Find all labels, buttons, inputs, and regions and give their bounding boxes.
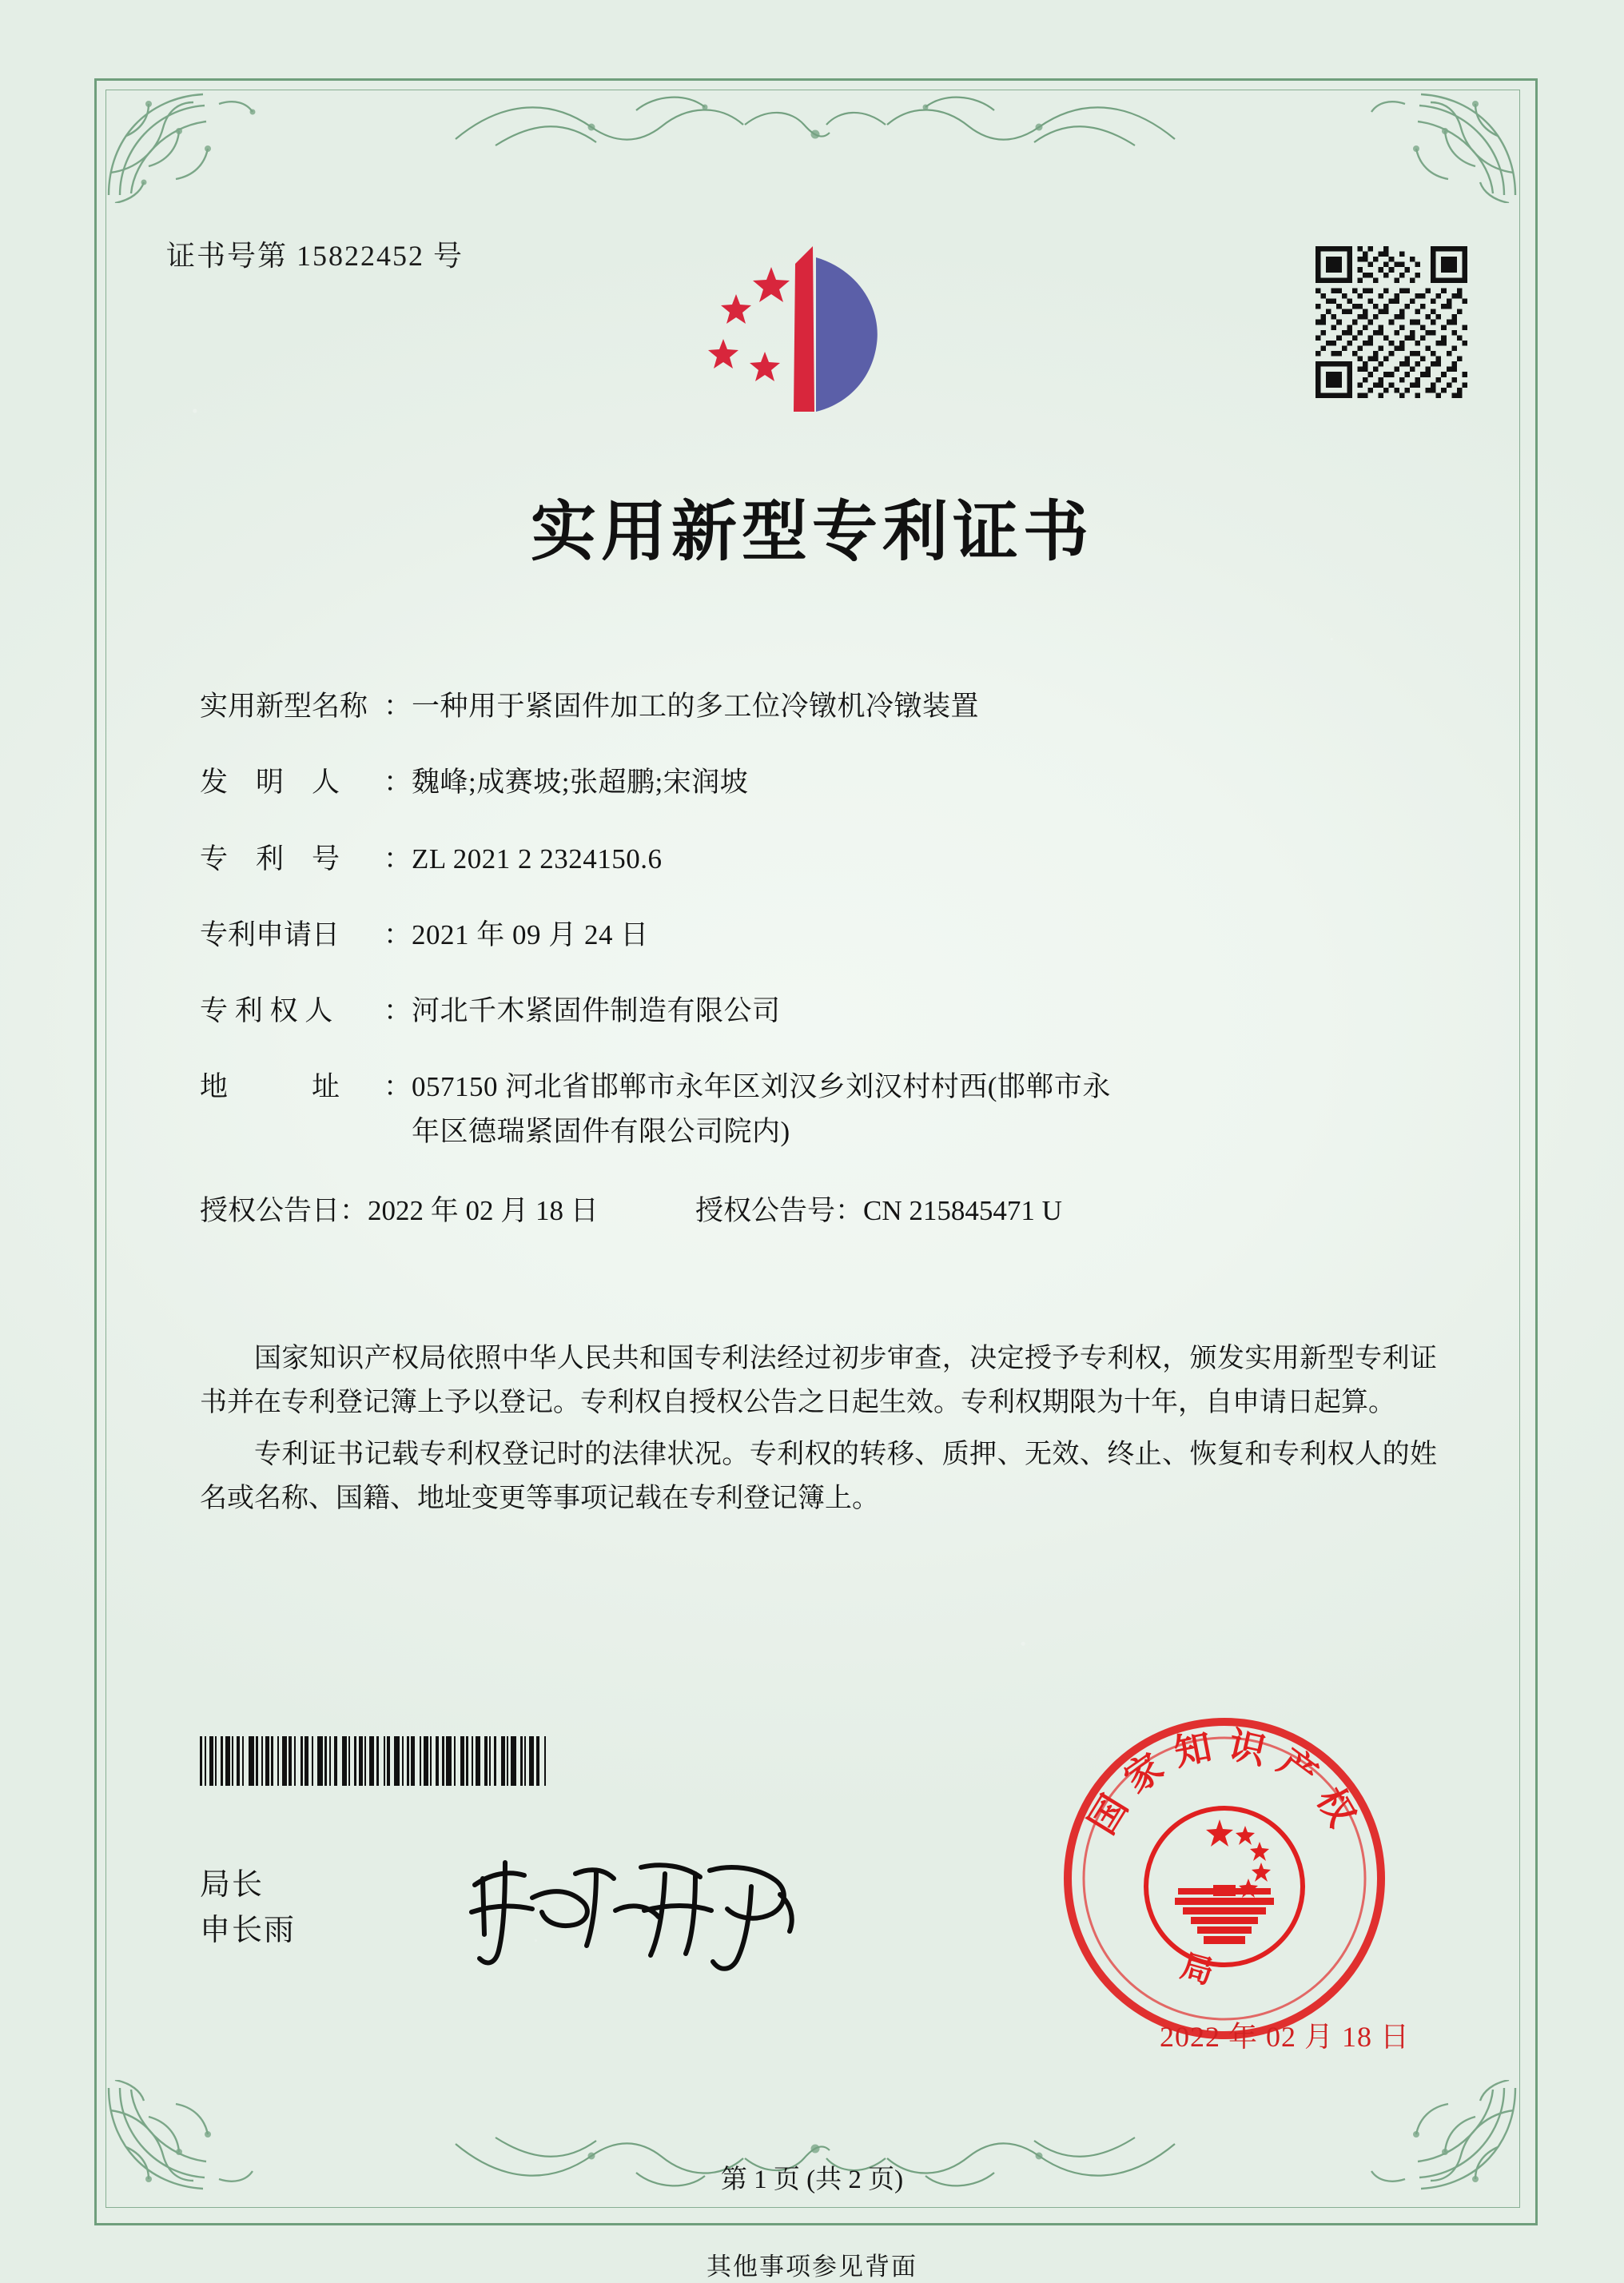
address-line-2: 年区德瑞紧固件有限公司院内) [412, 1115, 790, 1147]
seal-date: 2022 年 02 月 18 日 [1159, 2021, 1410, 2053]
field-colon: ： [384, 918, 412, 950]
certificate-number: 证书号第 15822452 号 [166, 240, 464, 272]
ornament-top-band [448, 83, 1183, 160]
field-value: 魏峰;成赛坡;张超鹏;宋润坡 [412, 767, 749, 799]
director-name: 申长雨 [200, 1914, 297, 1947]
field-colon: ： [384, 843, 412, 875]
field-colon: ： [384, 767, 412, 799]
field-colon: ： [835, 1194, 864, 1226]
cnipa-logo-icon [675, 232, 939, 432]
field-utility-model-name [200, 687, 1439, 725]
field-grant-announcement [200, 1189, 1439, 1229]
official-seal [1057, 1711, 1392, 2046]
barcode [200, 1736, 631, 1786]
grant-number-label: 授权公告号 [695, 1194, 836, 1226]
legal-text [200, 1337, 1437, 1528]
grant-number-group [695, 1189, 1439, 1229]
paragraph-2: 专利证书记载专利权登记时的法律状况。专利权的转移、质押、无效、终止、恢复和专利权人的姓名或名称、国籍、地址变更等事项记载在专利登记簿上。 [200, 1440, 1437, 1514]
svg-text:国家知识产权: 国家知识产权 [1081, 1723, 1370, 1845]
field-label: 发 明 人 [200, 767, 340, 799]
field-value: 2021 年 09 月 24 日 [412, 918, 649, 950]
corner-ornament-icon [99, 83, 267, 203]
director-title: 局长 [200, 1868, 265, 1902]
field-application-date [200, 916, 1439, 954]
grant-number-value: CN 215845471 U [863, 1194, 1062, 1226]
field-label: 实用新型名称 [200, 691, 368, 722]
field-value [412, 1068, 1439, 1150]
field-value: 一种用于紧固件加工的多工位冷镦机冷镦装置 [412, 691, 980, 722]
grant-date-group [200, 1189, 695, 1229]
page-title: 实用新型专利证书 [530, 496, 1093, 568]
field-inventors [200, 763, 1439, 801]
paragraph-1: 国家知识产权局依照中华人民共和国专利法经过初步审查，决定授予专利权，颁发实用新型专利证书并在专利登记簿上予以登记。专利权自授权公告之日起生效。专利权期限为十年，自申请日起算。 [200, 1344, 1437, 1418]
field-patentee [200, 992, 1439, 1030]
field-label: 地 址 [200, 1071, 340, 1103]
field-colon: ： [384, 995, 412, 1026]
field-label: 专利申请日 [200, 918, 340, 950]
signature-block [200, 1863, 296, 1954]
field-label: 专 利 权 人 [200, 995, 333, 1026]
handwritten-signature [456, 1839, 815, 1974]
certificate-fields [200, 687, 1439, 1256]
back-side-note: 其他事项参见背面 [707, 2253, 917, 2281]
page-number: 第 1 页 (共 2 页) [720, 2165, 904, 2194]
corner-ornament-icon [1357, 83, 1525, 203]
qr-code [1316, 246, 1467, 398]
field-label: 专 利 号 [200, 843, 340, 875]
field-address [200, 1068, 1439, 1150]
field-value: 河北千木紧固件制造有限公司 [412, 995, 781, 1026]
field-value: ZL 2021 2 2324150.6 [412, 843, 663, 875]
svg-text:局: 局 [1176, 1947, 1223, 1993]
address-line-1: 057150 河北省邯郸市永年区刘汉乡刘汉村村西(邯郸市永 [412, 1071, 1111, 1103]
grant-date-label: 授权公告日 [200, 1194, 340, 1226]
field-colon: ： [340, 1194, 368, 1226]
field-colon: ： [384, 691, 412, 722]
field-colon: ： [384, 1071, 412, 1103]
grant-date-value: 2022 年 02 月 18 日 [368, 1194, 599, 1226]
field-patent-number [200, 840, 1439, 878]
